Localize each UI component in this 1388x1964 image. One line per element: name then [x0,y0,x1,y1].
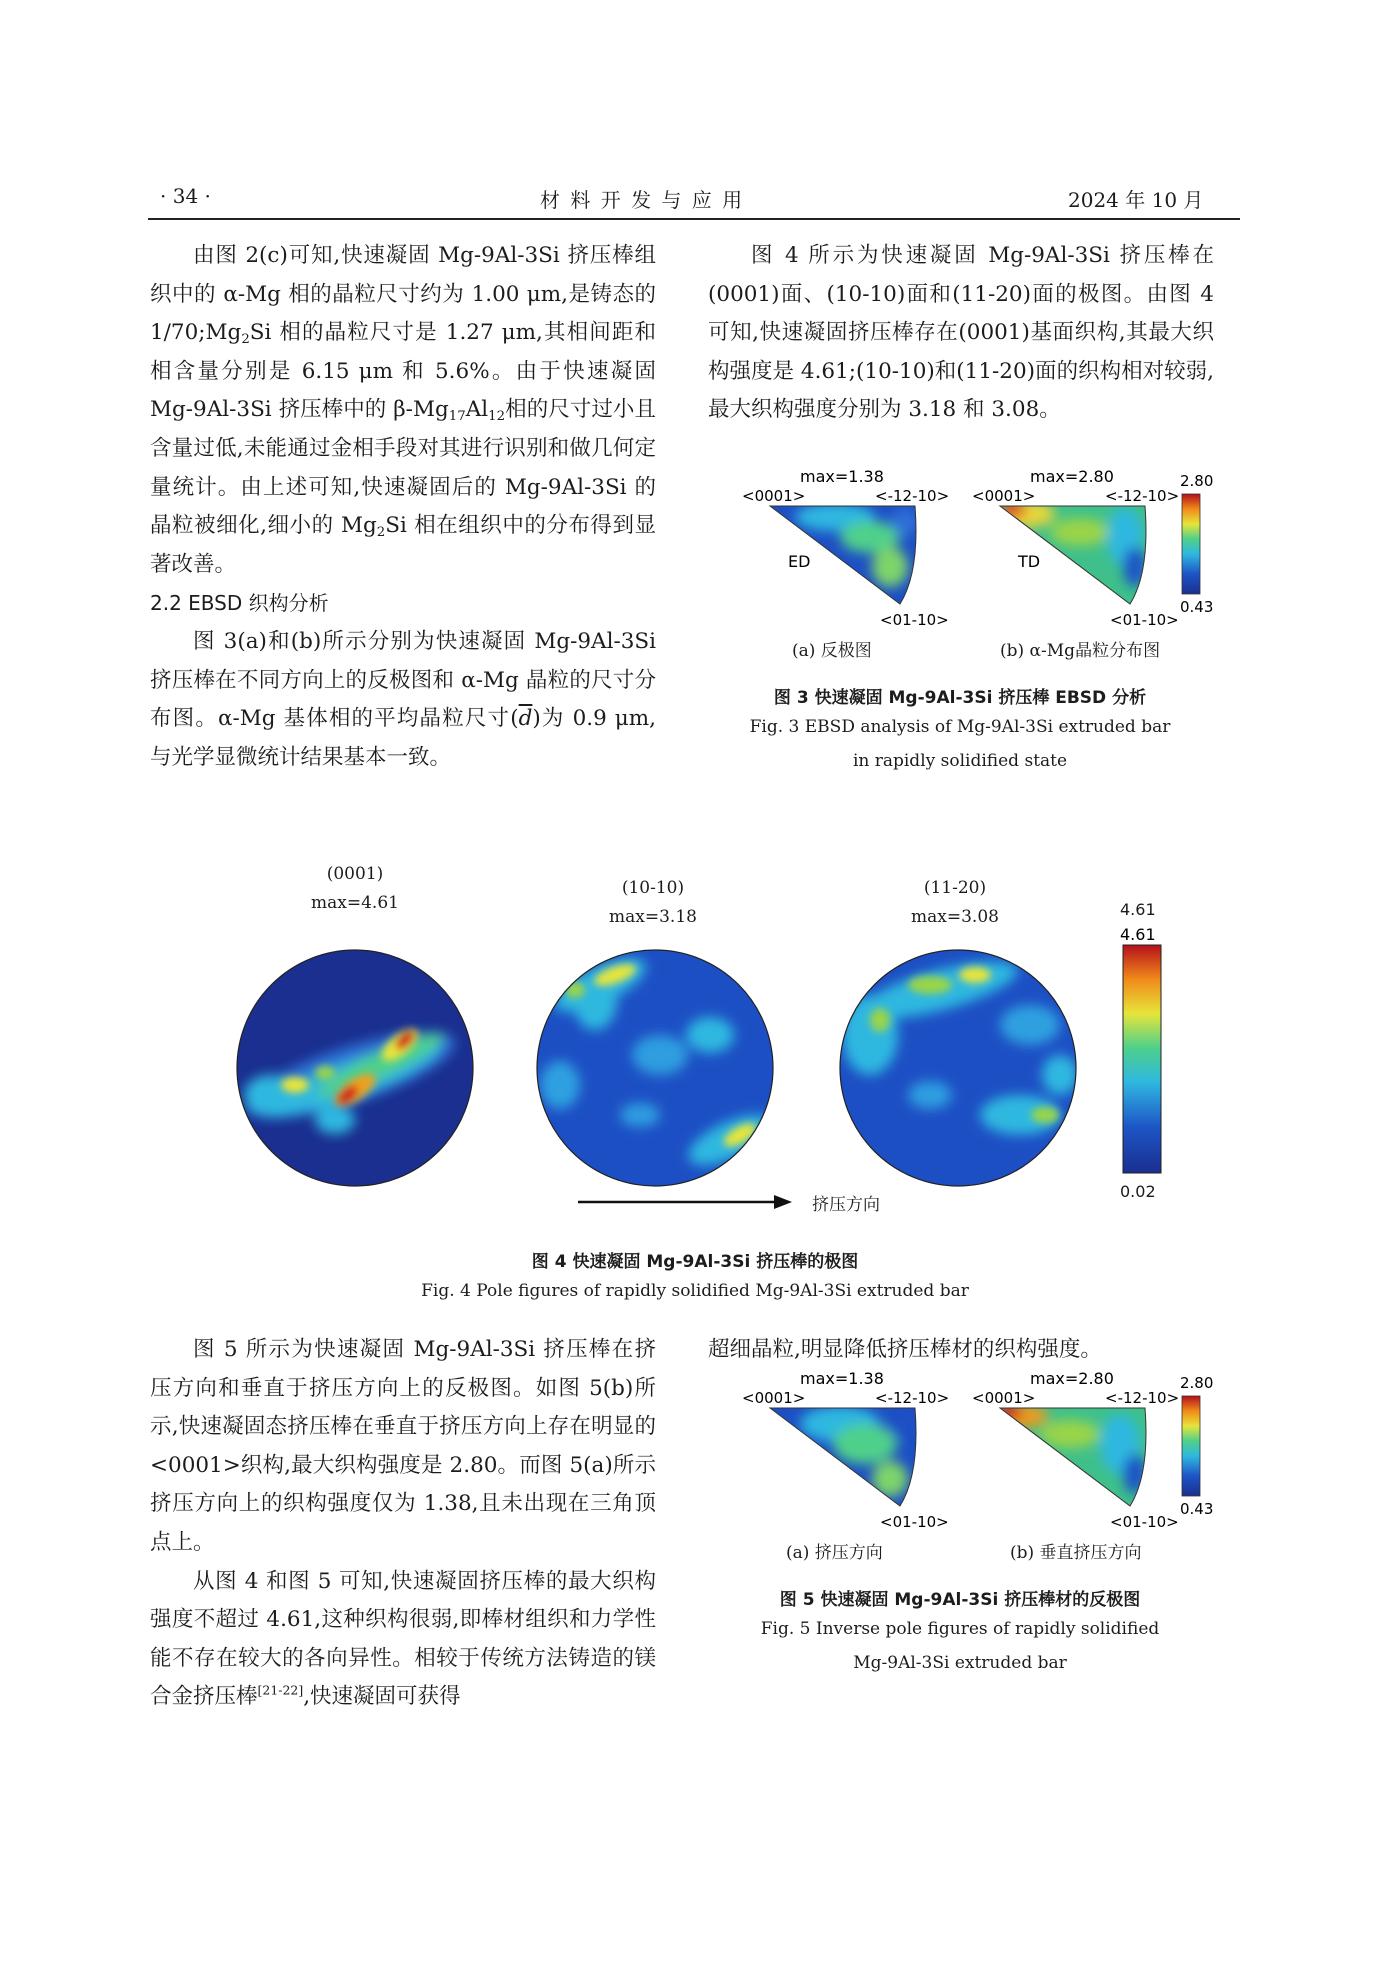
fig4-scale-max-label: 4.61 [1120,900,1156,919]
fig3a-ed: ED [788,552,811,571]
paragraph-fig5: 图 5 所示为快速凝固 Mg-9Al-3Si 挤压棒在挤压方向和垂直于挤压方向上的反极图。如图 5(b)所示,快速凝固态挤压棒在垂直于挤压方向上存在明显的<0001>织构,最大织构强度是 2.80。而图 5(a)所示挤压方向上的织构强度仅为 1.38,且未出现在三角顶点上。 [150,1337,656,1555]
section-heading: 2.2 EBSD 织构分析 [150,591,329,616]
fig3b-label-0110: <01-10> [1110,611,1179,629]
issue-date: 2024 年 10 月 [1068,188,1204,212]
journal-title: 材 料 开 发 与 应 用 [540,188,745,212]
pole-figure-0001 [230,945,490,1195]
extrusion-arrow [578,1192,798,1212]
right-column-top [708,237,1214,430]
figure-3-ipf [740,462,1220,632]
fig5a-label-0001: <0001> [742,1389,806,1407]
fig4-scale-max: 4.61 [1120,925,1156,944]
fig5b-label-0001: <0001> [972,1389,1036,1407]
fig5a-max: max=1.38 [800,1369,884,1388]
fig5-caption-cn: 图 5 快速凝固 Mg-9Al-3Si 挤压棒材的反极图 [779,1590,1141,1610]
page-number: · 34 · [160,184,211,208]
paragraph-ebsd: 图 3(a)和(b)所示分别为快速凝固 Mg-9Al-3Si 挤压棒在不同方向上的反极图和 α-Mg 晶粒的尺寸分布图。α-Mg 基体相的平均晶粒尺寸$(\overline{d})$为 0.9 μm,与光学显微统计结果基本一致。 [150,628,656,770]
figure-5-ipf [740,1364,1220,1534]
paragraph-continued: 超细晶粒,明显降低挤压棒材的织构强度。 [708,1337,1102,1362]
fig3a-label-0001: <0001> [742,487,806,505]
fig4-plane-3: (11-20) [923,878,987,898]
fig5-sub-a: (a) 挤压方向 [786,1543,883,1563]
fig3-sub-a: (a) 反极图 [792,641,872,661]
fig3b-max: max=2.80 [1030,467,1114,486]
pole-figure-1120 [830,945,1090,1195]
fig3a-label-0110: <01-10> [880,611,949,629]
fig3b-label-0001: <0001> [972,487,1036,505]
fig4-plane-1: (0001) [326,864,384,884]
fig5-caption-en-2: Mg-9Al-3Si extruded bar [853,1653,1067,1673]
paragraph-grain-size: 由图 2(c)可知,快速凝固 Mg-9Al-3Si 挤压棒组织中的 α-Mg 相的晶粒尺寸约为 1.00 μm,是铸态的 $1/70;Mg_2Si$ 相的晶粒尺寸是 1.27 μm,其相间距和相含量分别是 6.15 μm 和 5.6%。由于快速凝固 Mg-9Al-3Si 挤压棒中的 $\beta-Mg_{17}Al_{12}$相的尺寸过小且含量过低,未能通过金相手段对其进行识别和做几何定量统计。由上述可知,快速凝固后的 Mg-9Al-3Si 的晶粒被细化,细小的 $Mg_2Si$ 相在组织中的分布得到显著改善。 [150,243,656,577]
fig4-plane-2: (10-10) [621,878,685,898]
fig3-caption-en-1: Fig. 3 EBSD analysis of Mg-9Al-3Si extruded bar [749,717,1171,737]
fig5-scale-max: 2.80 [1180,1374,1214,1392]
fig5-caption-en-1: Fig. 5 Inverse pole figures of rapidly solidified [760,1619,1160,1639]
fig5-scale-min: 0.43 [1180,1500,1214,1518]
extrusion-direction-label: 挤压方向 [812,1195,880,1215]
fig5-sub-b: (b) 垂直挤压方向 [1010,1543,1142,1563]
figure-4-pole-figures [230,925,1170,1195]
paragraph-pole-figures: 图 4 所示为快速凝固 Mg-9Al-3Si 挤压棒在(0001)面、(10-10)面和(11-20)面的极图。由图 4 可知,快速凝固挤压棒存在(0001)基面织构,其最大织构强度是 4.61;(10-10)和(11-20)面的织构相对较弱,最大织构强度分别为 3.18 和 3.08。 [708,243,1214,423]
fig3-sub-b: (b) α-Mg晶粒分布图 [1000,641,1161,661]
fig3-caption-en-2: in rapidly solidified state [852,751,1068,771]
fig3-scale-max: 2.80 [1180,472,1214,490]
fig4-max-1: max=4.61 [311,893,399,913]
fig5b-max: max=2.80 [1030,1369,1114,1388]
fig4-caption-cn: 图 4 快速凝固 Mg-9Al-3Si 挤压棒的极图 [531,1252,859,1272]
fig3-caption-cn: 图 3 快速凝固 Mg-9Al-3Si 挤压棒 EBSD 分析 [773,688,1147,708]
left-column-bottom [150,1331,656,1717]
fig4-caption-en: Fig. 4 Pole figures of rapidly solidified Mg-9Al-3Si extruded bar [421,1281,969,1301]
fig5b-label-1210: <-12-10> [1105,1389,1180,1407]
fig3b-label-1210: <-12-10> [1105,487,1180,505]
fig5a-label-0110: <01-10> [880,1513,949,1531]
fig3a-max: max=1.38 [800,467,884,486]
fig3-colorbar [1182,494,1200,594]
left-column-top [150,237,656,777]
fig4-max-3: max=3.08 [911,907,999,927]
fig5-colorbar [1182,1396,1200,1496]
paragraph-conclusion: 从图 4 和图 5 可知,快速凝固挤压棒的最大织构强度不超过 4.61,这种织构很弱,即棒材组织和力学性能不存在较大的各向异性。相较于传统方法铸造的镁合金挤压棒[21-22],快速凝固可获得 [150,1568,656,1710]
fig4-scale-min: 0.02 [1120,1182,1156,1201]
citation: [21-22] [257,1682,304,1698]
fig4-colorbar [1123,945,1161,1173]
fig3b-td: TD [1018,552,1041,571]
fig5a-label-1210: <-12-10> [875,1389,950,1407]
pole-figure-1010 [530,945,790,1195]
fig3a-label-1210: <-12-10> [875,487,950,505]
fig3-scale-min: 0.43 [1180,598,1214,616]
header-rule [148,218,1240,220]
fig5b-label-0110: <01-10> [1110,1513,1179,1531]
fig4-max-2: max=3.18 [609,907,697,927]
